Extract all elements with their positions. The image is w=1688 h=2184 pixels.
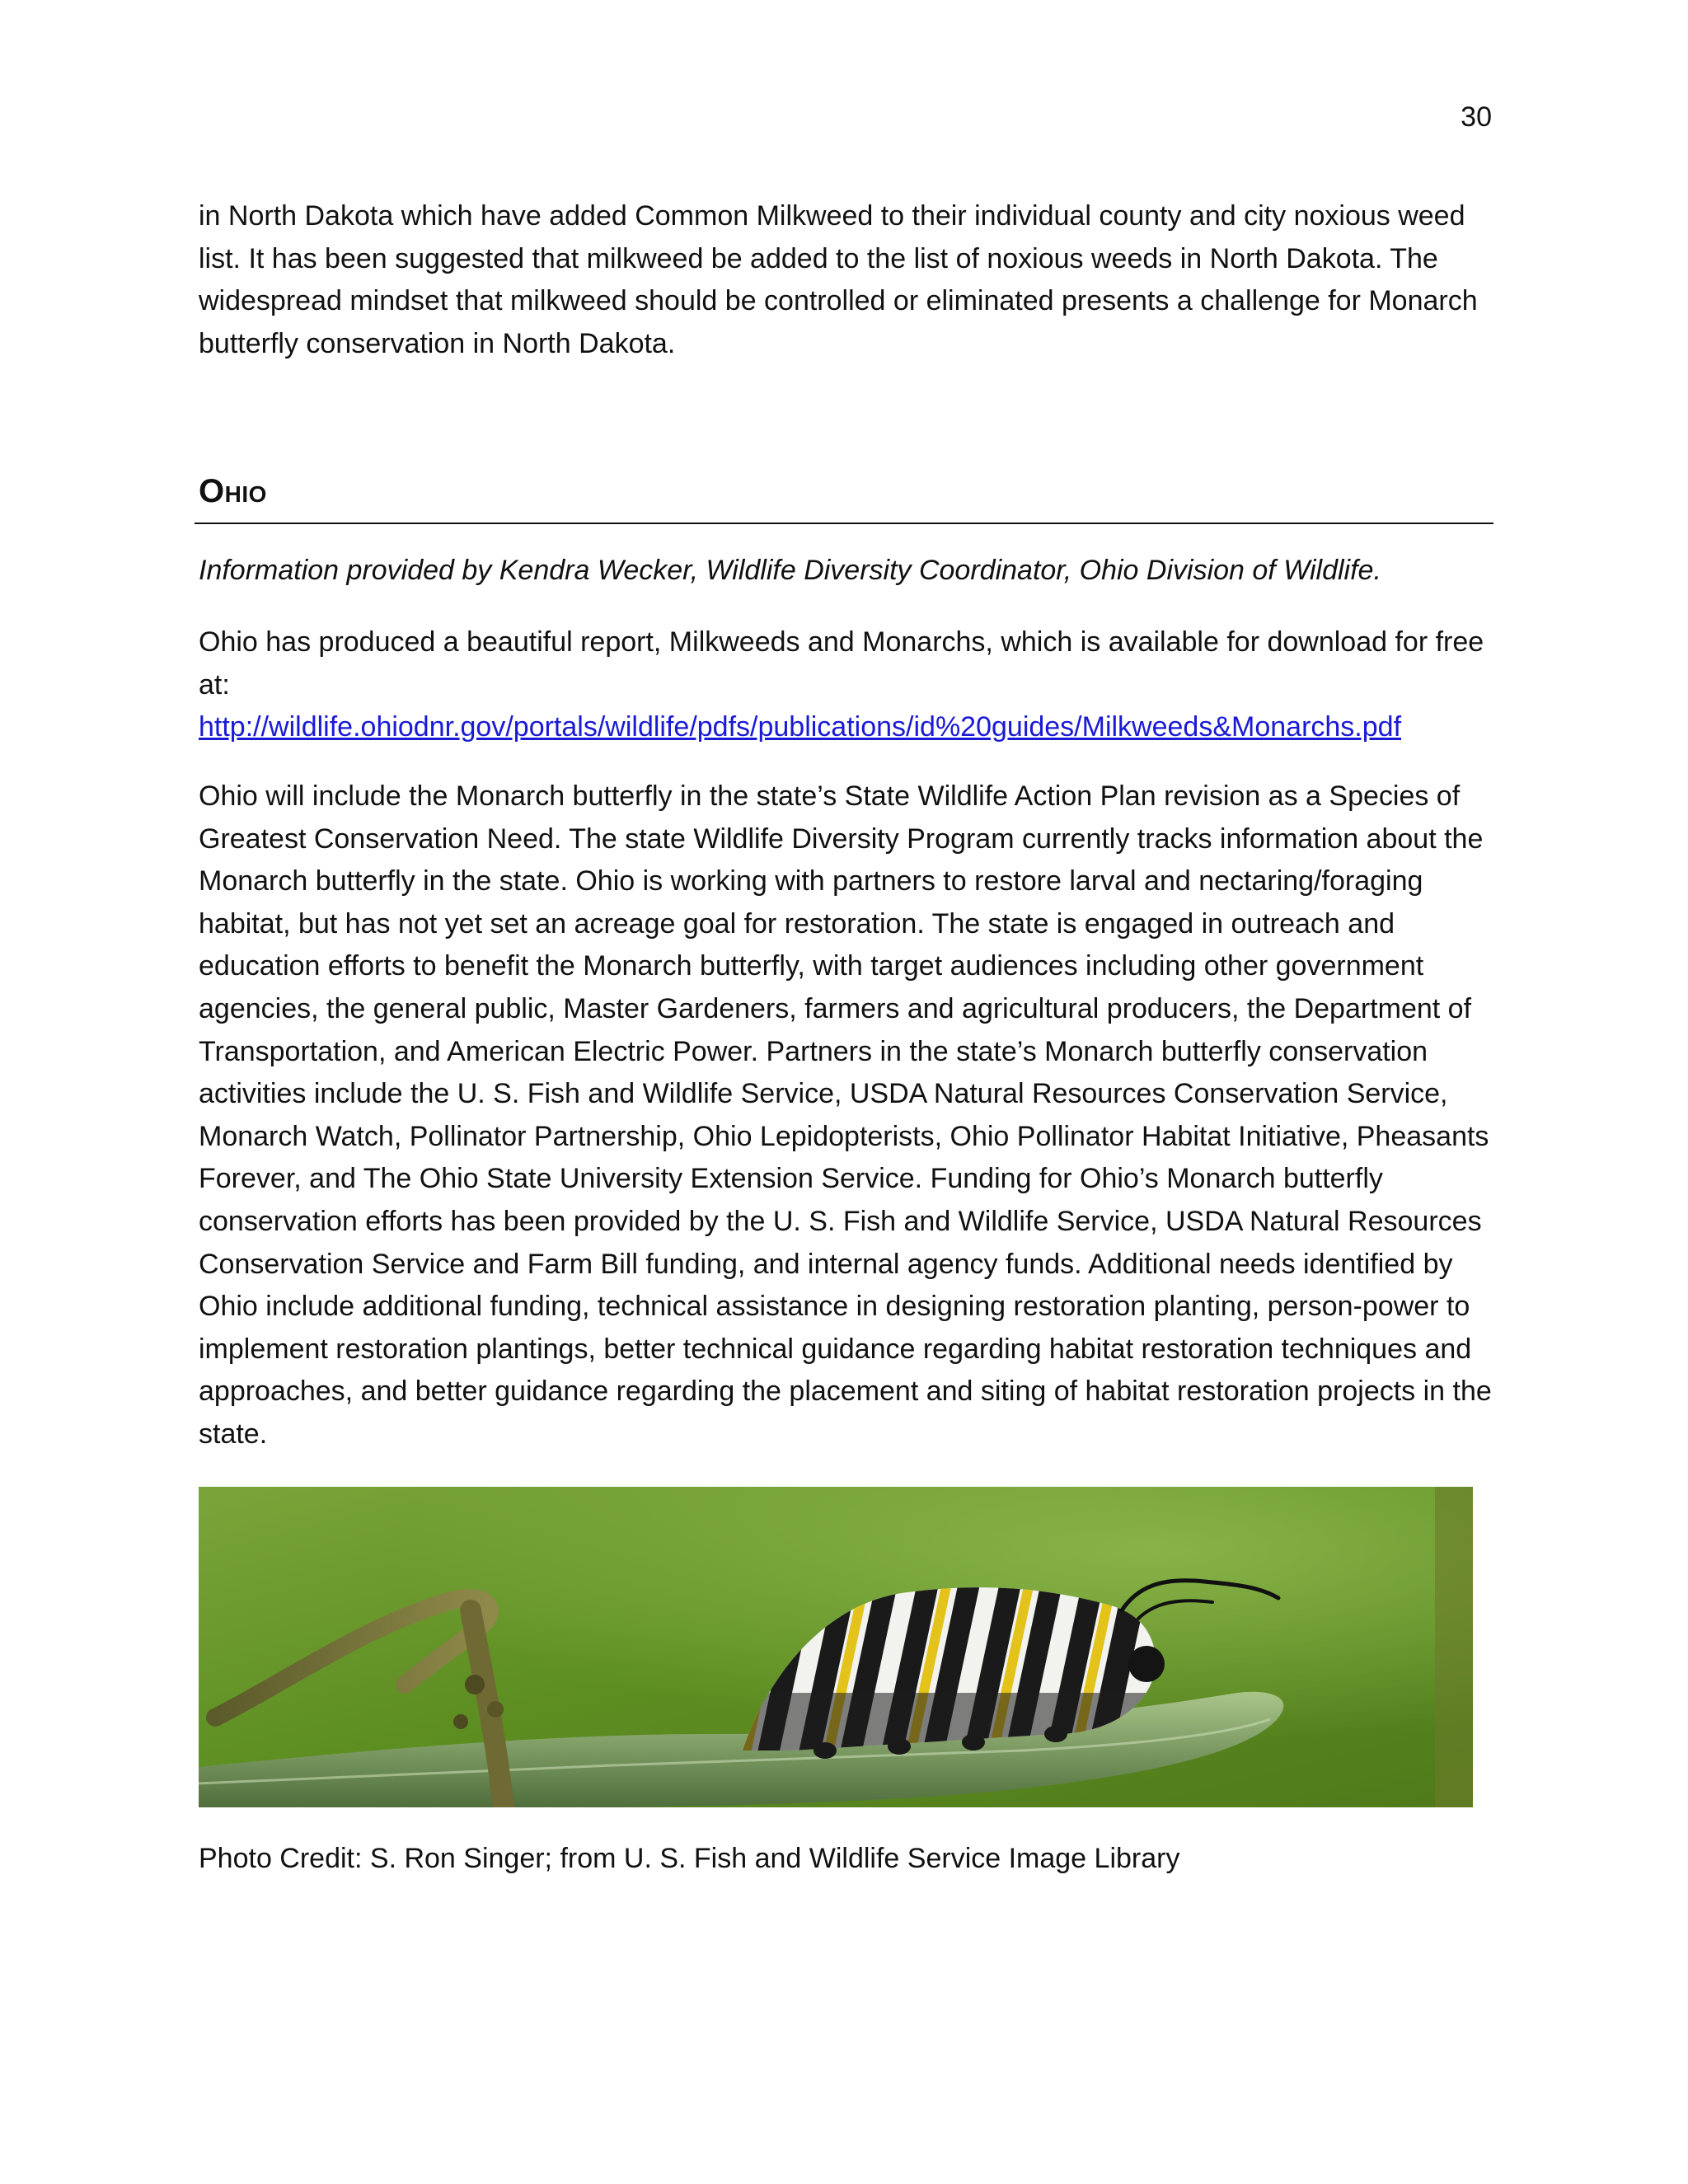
caterpillar-photo: [199, 1487, 1473, 1807]
section-heading-ohio: Ohio: [199, 473, 267, 509]
ohio-body-paragraph: Ohio will include the Monarch butterfly in the state’s State Wildlife Action Plan revision as a Species of Greatest Conservation Need. The state Wildlife Diversity Program currently tracks information about the Monarch butterfly in the state. Ohio is working with partners to restore larval and nectaring/foraging habitat, but has not yet set an acreage goal for restoration. The state is engaged in outreach and education efforts to benefit the Monarch butterfly, with target audiences including other government agencies, the general public, Master Gardeners, farmers and agricultural producers, the Department of Transportation, and American Electric Power. Partners in the state’s Monarch butterfly conservation activities include the U. S. Fish and Wildlife Service, USDA Natural Resources Conservation Service, Monarch Watch, Pollinator Partnership, Ohio Lepidopterists, Ohio Pollinator Habitat Initiative, Pheasants Forever, and The Ohio State University Extension Service. Funding for Ohio’s Monarch butterfly conservation efforts has been provided by the U. S. Fish and Wildlife Service, USDA Natural Resources Conservation Service and Farm Bill funding, and internal agency funds. Additional needs identified by Ohio include additional funding, technical assistance in designing restoration planting, person-power to implement restoration plantings, better technical guidance regarding habitat restoration techniques and approaches, and better guidance regarding the placement and siting of habitat restoration projects in the state.: [199, 780, 1492, 1450]
report-download-link[interactable]: http://wildlife.ohiodnr.gov/portals/wildlife/pdfs/publications/id%20guides/Milkweeds&Monarchs.pdf: [199, 711, 1402, 743]
intro-paragraph: in North Dakota which have added Common Milkweed to their individual county and city noxious weed list. It has been suggested that milkweed be added to the list of noxious weeds in North Dakota. The widespread mindset that milkweed should be controlled or eliminated presents a challenge for Monarch butterfly conservation in North Dakota.: [199, 200, 1478, 359]
report-text: Ohio has produced a beautiful report, Milkweeds and Monarchs, which is available for download for free at:: [199, 626, 1484, 701]
attribution-line: Information provided by Kendra Wecker, Wildlife Diversity Coordinator, Ohio Division of Wildlife.: [199, 555, 1381, 586]
report-paragraph: [199, 621, 1497, 749]
page-number: 30: [1461, 101, 1492, 133]
photo-caption: Photo Credit: S. Ron Singer; from U. S. Fish and Wildlife Service Image Library: [199, 1843, 1180, 1874]
intro-paragraph-container: [199, 195, 1497, 365]
section-divider: [195, 523, 1493, 524]
